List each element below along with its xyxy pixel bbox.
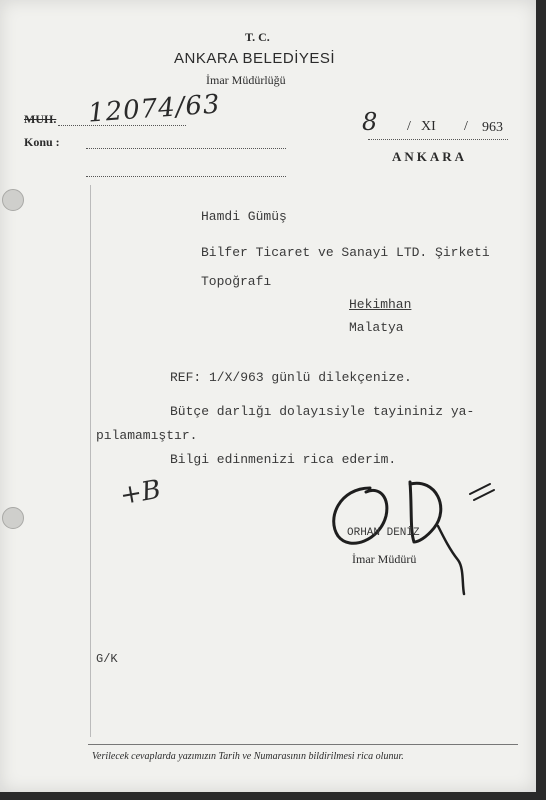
typist-initials: G/K: [96, 652, 118, 666]
letterhead-dept: İmar Müdürlüğü: [206, 73, 286, 87]
reference-line: REF: 1/X/963 günlü dilekçenize.: [170, 370, 412, 385]
date-year: 963: [482, 120, 503, 135]
body-paragraph-2: Bilgi edinmenizi rica ederim.: [170, 452, 397, 467]
konu-dotted-line: [86, 148, 286, 149]
recipient-place: Hekimhan: [349, 297, 412, 312]
date-dotted-line: [368, 139, 508, 140]
body-paragraph-1b: pılamamıştır.: [96, 428, 198, 443]
recipient-province: Malatya: [349, 320, 404, 335]
konu-dotted-line-2: [86, 176, 286, 177]
footer-note: Verilecek cevaplarda yazımızın Tarih ve Numarasının bildirilmesi rica olunur.: [92, 751, 404, 762]
date-month: XI: [421, 119, 436, 134]
date-city: ANKARA: [392, 149, 468, 164]
handwritten-note: +B: [117, 474, 164, 512]
letterhead-org: ANKARA BELEDİYESİ: [174, 50, 336, 67]
signatory-name: ORHAN DENİZ: [347, 527, 420, 539]
signatory-title: İmar Müdürü: [352, 552, 417, 566]
footer-rule: [88, 744, 518, 745]
muh-label: MUH.: [24, 112, 57, 126]
recipient-role: Topoğrafı: [201, 274, 272, 289]
konu-label: Konu :: [24, 135, 60, 149]
date-day: 8: [362, 108, 378, 136]
letterhead-tc: T. C.: [245, 30, 270, 44]
date-sep-2: /: [464, 119, 468, 134]
body-paragraph-1a: Bütçe darlığı dolayısiyle tayininiz ya-: [170, 404, 475, 419]
punch-hole-top: [2, 189, 24, 211]
muh-handwritten-number: 12074/63: [87, 89, 222, 129]
margin-rule: [90, 185, 91, 737]
recipient-company: Bilfer Ticaret ve Sanayi LTD. Şirketi: [201, 245, 490, 260]
recipient-name: Hamdi Gümüş: [201, 209, 287, 224]
punch-hole-bottom: [2, 507, 24, 529]
date-sep-1: /: [407, 119, 411, 134]
